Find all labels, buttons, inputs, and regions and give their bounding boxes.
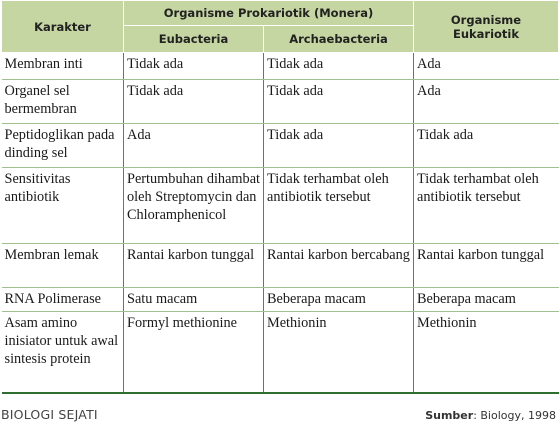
- cell-eubacteria: Rantai karbon tunggal: [124, 244, 264, 288]
- header-prokariotik: Organisme Prokariotik (Monera): [124, 1, 414, 26]
- cell-eukariotik: Rantai karbon tunggal: [414, 244, 559, 288]
- cell-karakter: Asam amino inisiator untuk awal sintesis protein: [2, 312, 124, 393]
- comparison-table: [1, 0, 559, 394]
- cell-eukariotik: Tidak terhambat oleh antibiotik tersebut: [414, 168, 559, 244]
- table-row: [2, 168, 559, 244]
- cell-archaebacteria: Tidak ada: [264, 80, 414, 124]
- brand-label: BIOLOGI SEJATI: [1, 407, 98, 422]
- cell-eukariotik: Beberapa macam: [414, 288, 559, 312]
- source-text: : Biology, 1998: [473, 409, 556, 422]
- cell-archaebacteria: Methionin: [264, 312, 414, 393]
- cell-eubacteria: Satu macam: [124, 288, 264, 312]
- cell-archaebacteria: Tidak ada: [264, 124, 414, 168]
- cell-archaebacteria: Tidak terhambat oleh antibiotik tersebut: [264, 168, 414, 244]
- cell-archaebacteria: Beberapa macam: [264, 288, 414, 312]
- cell-eubacteria: Tidak ada: [124, 80, 264, 124]
- cell-karakter: Sensitivitas antibiotik: [2, 168, 124, 244]
- cell-karakter: Organel sel bermembran: [2, 80, 124, 124]
- table-row: [2, 288, 559, 312]
- cell-eubacteria: Pertumbuhan dihambat oleh Streptomycin dan Chloramphenicol: [124, 168, 264, 244]
- cell-eubacteria: Formyl methionine: [124, 312, 264, 393]
- cell-eukariotik: Ada: [414, 80, 559, 124]
- header-eukariotik: Organisme Eukariotik: [414, 1, 559, 53]
- cell-karakter: Membran inti: [2, 53, 124, 80]
- cell-archaebacteria: Rantai karbon bercabang: [264, 244, 414, 288]
- table-row: [2, 244, 559, 288]
- cell-eubacteria: Ada: [124, 124, 264, 168]
- header-archaebacteria: Archaebacteria: [264, 26, 414, 53]
- source-citation: [425, 409, 556, 422]
- source-label: Sumber: [425, 409, 474, 422]
- cell-eukariotik: Ada: [414, 53, 559, 80]
- cell-eukariotik: Tidak ada: [414, 124, 559, 168]
- cell-karakter: Peptidoglikan pada dinding sel: [2, 124, 124, 168]
- table-row: [2, 53, 559, 80]
- cell-karakter: RNA Polimerase: [2, 288, 124, 312]
- table-row: [2, 312, 559, 393]
- cell-eubacteria: Tidak ada: [124, 53, 264, 80]
- table-row: [2, 80, 559, 124]
- cell-eukariotik: Methionin: [414, 312, 559, 393]
- cell-archaebacteria: Tidak ada: [264, 53, 414, 80]
- header-karakter: Karakter: [2, 1, 124, 53]
- cell-karakter: Membran lemak: [2, 244, 124, 288]
- table-row: [2, 124, 559, 168]
- header-eubacteria: Eubacteria: [124, 26, 264, 53]
